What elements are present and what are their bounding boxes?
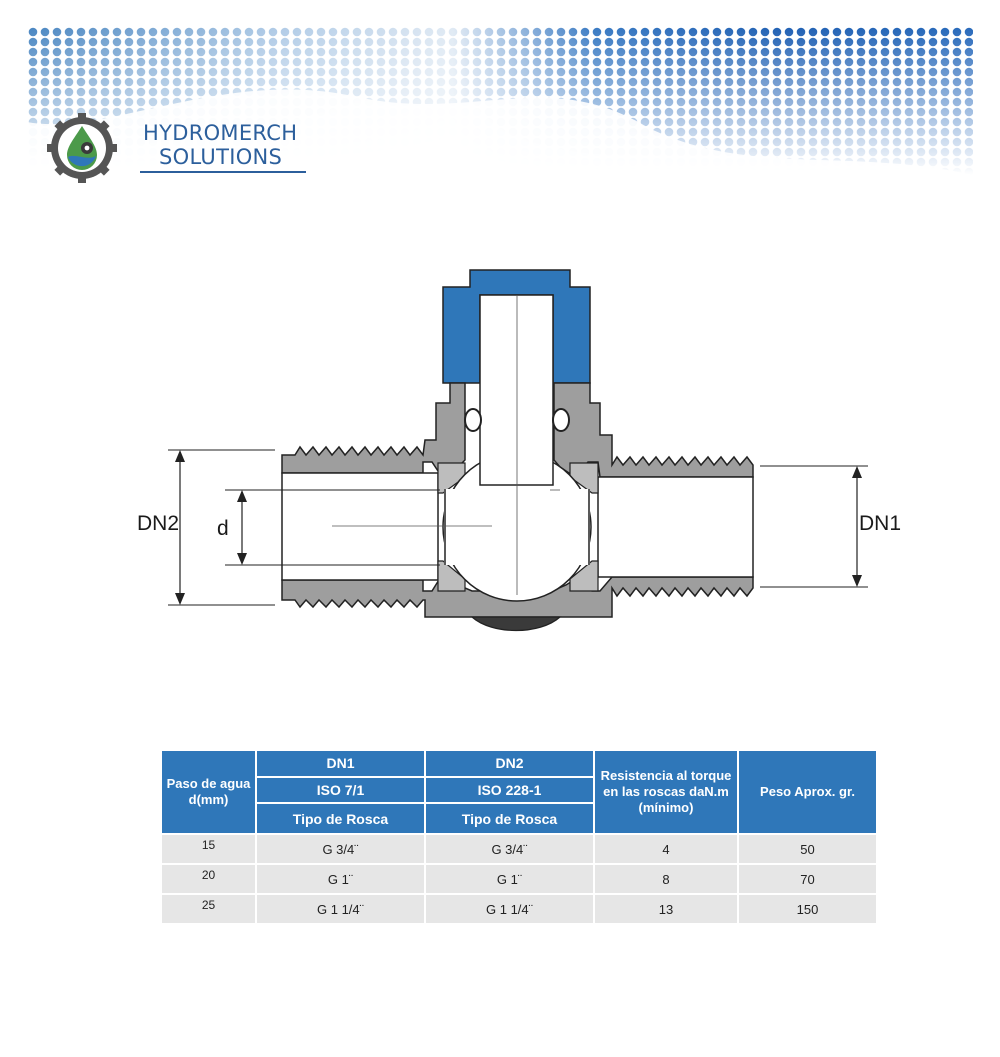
brand-underline <box>140 171 306 173</box>
header-dn2: DN2 <box>425 750 594 777</box>
right-bore <box>598 477 753 577</box>
logo-gear-icon <box>47 113 117 183</box>
cell-dn1: G 1 1/4¨ <box>256 894 425 924</box>
cell-dn1: G 3/4¨ <box>256 834 425 864</box>
dn2-label: DN2 <box>137 512 180 535</box>
d-label: d <box>217 517 229 540</box>
cell-dn2: G 1¨ <box>425 864 594 894</box>
table-row <box>161 894 877 924</box>
cell-paso: 15 <box>161 834 256 864</box>
valve-bottom-cap <box>472 617 560 631</box>
cell-dn1: G 1¨ <box>256 864 425 894</box>
cell-peso: 70 <box>738 864 877 894</box>
header-dn1-standard: ISO 7/1 <box>256 777 425 804</box>
dn1-label: DN1 <box>859 512 902 535</box>
cell-dn2: G 3/4¨ <box>425 834 594 864</box>
left-bore <box>282 473 438 580</box>
header-dn1: DN1 <box>256 750 425 777</box>
header-dn2-thread-type: Tipo de Rosca <box>425 803 594 834</box>
cell-torque: 8 <box>594 864 738 894</box>
o-ring-right <box>553 409 569 431</box>
cell-dn2: G 1 1/4¨ <box>425 894 594 924</box>
brand-name-line2: SOLUTIONS <box>159 145 283 169</box>
header-torque: Resistencia al torque en las roscas daN.m (mínimo) <box>594 750 738 834</box>
header-peso: Peso Aprox. gr. <box>738 750 877 834</box>
valve-section-diagram <box>120 255 900 675</box>
table-row <box>161 834 877 864</box>
cell-torque: 4 <box>594 834 738 864</box>
cell-peso: 150 <box>738 894 877 924</box>
table-row <box>161 864 877 894</box>
header-dn2-standard: ISO 228-1 <box>425 777 594 804</box>
o-ring-left <box>465 409 481 431</box>
brand-name-line1: HYDROMERCH <box>143 121 298 145</box>
cell-peso: 50 <box>738 834 877 864</box>
cell-paso: 20 <box>161 864 256 894</box>
header-paso: Paso de agua d(mm) <box>161 750 256 834</box>
spec-table <box>160 749 878 925</box>
valve-stem <box>480 295 553 485</box>
cell-paso: 25 <box>161 894 256 924</box>
brand-name <box>141 121 297 169</box>
cell-torque: 13 <box>594 894 738 924</box>
header-dn1-thread-type: Tipo de Rosca <box>256 803 425 834</box>
